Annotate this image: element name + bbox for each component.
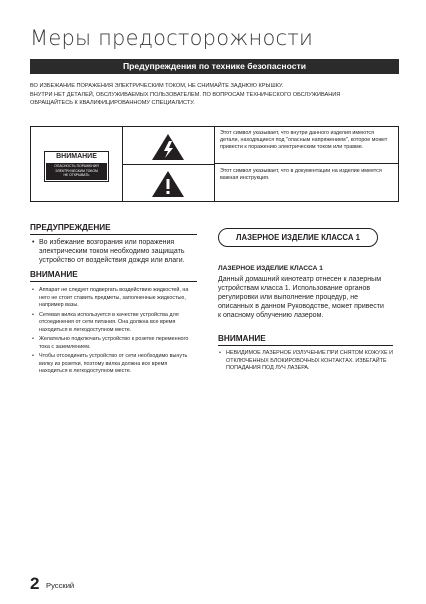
- warning-label-line: ОПАСНОСТЬ ПОРАЖЕНИЯ: [54, 164, 99, 168]
- warning-heading: ПРЕДУПРЕЖДЕНИЕ: [30, 223, 197, 235]
- warning-item: • Во избежание возгорания или поражения электрическим током необходимо защищать устройство от воздействия дождя или влаги.: [32, 238, 197, 265]
- exclamation-symbol-description: Этот символ указывает, что в документации на изделие имеется важная инструкция.: [220, 168, 382, 182]
- warning-label-title: ВНИМАНИЕ: [56, 153, 97, 160]
- caution2-item: • НЕВИДИМОЕ ЛАЗЕРНОЕ ИЗЛУЧЕНИЕ ПРИ СНЯТОМ КОЖУХЕ И ОТКЛЮЧЕННЫХ БЛОКИРОВОЧНЫХ КОНТАКТАХ. ИЗБЕГАЙТЕ ПОПАДАНИЯ ПОД ЛУЧ ЛАЗЕРА.: [219, 350, 394, 373]
- caution-item: • Желательно подключать устройство к розетке переменного тока с заземлением.: [32, 336, 197, 351]
- page-language: Русский: [46, 581, 75, 590]
- exclamation-triangle-icon: [151, 170, 185, 198]
- exclamation-symbol-cell: [123, 165, 215, 201]
- laser-class-badge: ЛАЗЕРНОЕ ИЗДЕЛИЕ КЛАССА 1: [218, 228, 378, 247]
- lightning-triangle-icon: [151, 133, 185, 161]
- lightning-symbol-description: Этот символ указывает, что внутри данного изделия имеются детали, находящиеся под "опасным напряжением", которое может привести к поражению электрическим током или травме.: [215, 127, 399, 164]
- laser-subheading: ЛАЗЕРНОЕ ИЗДЕЛИЕ КЛАССА 1: [218, 265, 323, 272]
- warning-list: [32, 238, 197, 265]
- safety-symbols-table: [30, 126, 399, 202]
- warning-label-body: [46, 163, 107, 180]
- warning-label-line: ЭЛЕКТРИЧЕСКИМ ТОКОМ: [55, 168, 98, 173]
- page-number: 2: [30, 574, 40, 593]
- page-title: Меры предосторожности: [30, 26, 314, 50]
- intro-line: ВНУТРИ НЕТ ДЕТАЛЕЙ, ОБСЛУЖИВАЕМЫХ ПОЛЬЗОВАТЕЛЕМ. ПО ВОПРОСАМ ТЕХНИЧЕСКОГО ОБСЛУЖИВАНИЯ: [30, 91, 341, 98]
- caution-item: • Чтобы отсоединить устройство от сети необходимо вынуть вилку из розетки, поэтому вилка должна все время находиться в легкодоступном месте.: [32, 353, 197, 376]
- lightning-symbol-cell: [123, 127, 215, 165]
- caution-heading: ВНИМАНИЕ: [30, 270, 197, 282]
- warning-label: [44, 151, 109, 182]
- intro-line: ВО ИЗБЕЖАНИЕ ПОРАЖЕНИЯ ЭЛЕКТРИЧЕСКИМ ТОКОМ, НЕ СНИМАЙТЕ ЗАДНЮЮ КРЫШКУ.: [30, 83, 284, 89]
- caution-item: • Сетевая вилка используется в качестве устройства для отсоединения от сети питания. Она должна все время находиться в легкодоступном месте.: [32, 312, 197, 335]
- laser-description: Данный домашний кинотеатр отнесен к лазерным устройствам класса 1. Использование органов регулировки или выполнение процедур, не описанных в данном Руководстве, может привести к опасному облучению лазером.: [218, 276, 384, 319]
- caution-list: [32, 287, 197, 376]
- intro-warning: [30, 82, 400, 108]
- section-banner: Предупреждения по технике безопасности: [30, 59, 399, 74]
- warning-label-cell: [31, 127, 123, 201]
- caution-item: • Аппарат не следует подвергать воздействию жидкостей, на него не стоит ставить предметы, заполненные жидкостью, например вазы.: [32, 287, 197, 310]
- caution2-list: [219, 350, 394, 373]
- warning-label-line: НЕ ОТКРЫВАТЬ: [63, 173, 90, 178]
- intro-line: ОБРАЩАЙТЕСЬ К КВАЛИФИЦИРОВАННОМУ СПЕЦИАЛИСТУ.: [30, 100, 195, 107]
- caution2-heading: ВНИМАНИЕ: [218, 334, 393, 346]
